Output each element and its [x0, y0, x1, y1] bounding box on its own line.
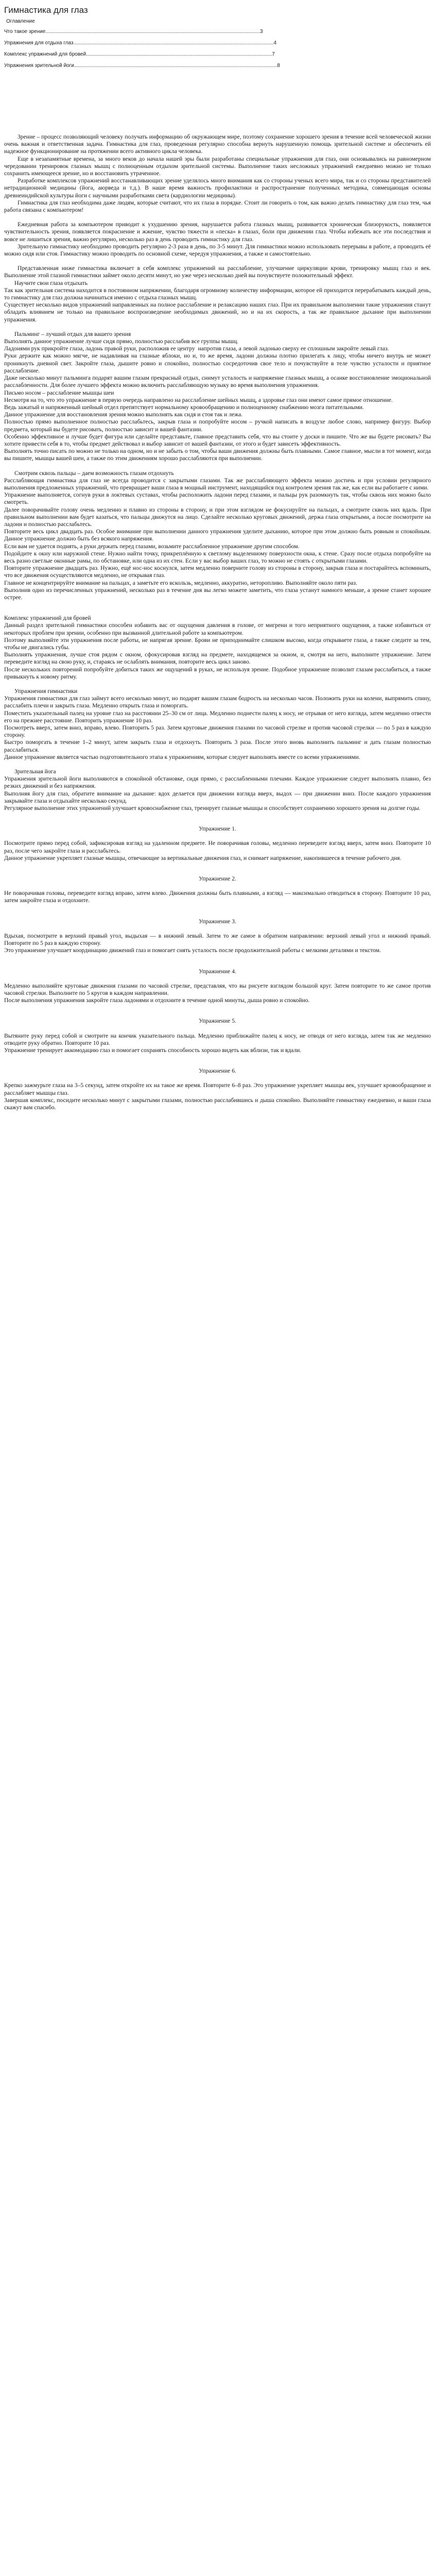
toc-dot-leader: .................................................................................................................................. [86, 52, 272, 57]
paragraph: Выполнять данное упражнение лучше сидя прямо, полностью расслабив все группы мышц. [4, 338, 239, 345]
paragraph: Даже несколько минут пальминга подарят вашим глазам прекрасный отдых, снимут усталость и напряжение глазных мышц, а осанке восстановление эмоциональной расслабленности. Для более лучшего эффекта можно включить расслабляющую музыку во время выполнения упражнения. [4, 375, 432, 389]
paragraph: Несмотря на то, что это упражнение в первую очередь направлено на расслабление шейных мышц, а здоровье глаз они имеют самое прямое отношение. [4, 396, 393, 403]
toc-heading: Оглавление [6, 19, 35, 24]
paragraph: Не поворачивая головы, переведите взгляд вправо, затем влево. Движения должны быть плавными, а взгляд — максимально отводиться в сторону. Повторите 10 раз, затем закройте глаза и отдохните. [4, 890, 432, 904]
toc-dot-leader: ............................................................................................................................................ [73, 40, 274, 46]
paragraph: Выполнять точно писать по можно не только на одном, но и не забыть о том, чтобы ваши движения должны быть плавными. Самое главное, мысли в тот момент, когда вы пишите, мышцы вашей шеи, а также по этим движениям хорошо расслабляются при выполнении. [4, 448, 432, 462]
paragraph: Данное упражнение является частью подготовительного этапа к упражнениям, которые следует выполнять вместе со всеми упражнениями. [4, 753, 360, 760]
paragraph: Выполнив одно из перечисленных упражнений, несколько раз в течение дня вы легко можете заметить, что глаза устанут намного меньше, а зрение станет хорошее острее. [4, 586, 432, 601]
document-body [4, 133, 431, 1111]
paragraph: Выполнять упражнения, лучше стоя рядом с окном, сфокусировав взгляд на предмете, находящемся за окном, и, смотря на него, выполните упражнение. Затем переведите взгляд на свою руку, и, стараясь не ослаблять внимания, повторите весь цикл заново. [4, 651, 432, 666]
paragraph: Данное упражнение укрепляет глазные мышцы, отвечающие за вертикальные движения глаз, и снимает напряжение, накопившееся в течение рабочего дня. [4, 854, 402, 861]
paragraph: Особенно эффективное и лучше будет фигура или сделайте представьте, главное представить себя, что вы стоите у доски и пишите. Что же вы будете рисовать? Вы хотите привести себя в то, чтобы предмет действовал и выбор зависит от вашей фантазии, от этого и будет зависеть эффективность. [4, 433, 432, 447]
paragraph: Существует несколько видов упражнений направленных на полное расслабление и релаксацию наших глаз. При их правильном выполнении такие упражнения станут обладать влиянием не только на правильное воспроизведение необходимых движений, но и на их скорость, а так же правильное дыхание при выполнении упражнения. [4, 301, 432, 323]
paragraph: Данный раздел зрительной гимнастики способен избавить вас от ощущения давления в голове, от мигрени и того неприятного ощущения, а также избавиться от некоторых проблем при зрении, особенно при вызванной длительной работе за компьютером. [4, 622, 432, 636]
paragraph: Зрение – процесс позволяющий человеку получать информацию об окружающем мире, поэтому сохранение хорошего зрения в течение всей человеческой жизни очень важная и ответственная задача. Гимнастика для глаз, проведенная регулярно способна вернуть нарушенную помощь зрительной системе и обеспечить ей надежное функционирование на протяжении всего активного цикла человека. [4, 133, 432, 155]
toc-item-page: 7 [272, 52, 275, 57]
paragraph: Повторите упражнение двадцать раз. Нужно, ещё нос-нос коснулся, затем медленно поверните голову из стороны в сторону, закрыв глаза и постарайтесь вспоминать, что все движения осуществляются медленно, не открывая глаз. [4, 565, 432, 579]
paragraph: Упражнение 1. [199, 825, 236, 833]
paragraph: Руки держите как можно мягче, не надавливая на глазные яблоки, но и, то же время, ладони должны плотно прилегать к лицу, чтобы ничего внутрь не может проникнуть дневной свет. Закройте глаза, дышите ровно и спокойно, полностью сосредоточив свое тело и почувствуйте в теле чувство усталости и приятное расслабление. [4, 352, 432, 374]
paragraph: Гимнастика для глаз необходима даже людям, которые считают, что их глаза в порядке. Стоит ли говорить о том, как важно делать гимнастику для глаз тем, чья работа связана с компьютером! [4, 199, 432, 214]
document-page [0, 0, 436, 1111]
paragraph: Далее поворачивайте голову очень медленно и плавно из стороны в сторону, и при этом взглядом не фокусируйте на пальцах, а смотрите сквозь них вдаль. При правильном выполнении вам будет казаться, что пальцы движутся на лицо. Сделайте несколько круговых движений, держа глаза открытыми, а после посмотрите на ладони и полностью расслабьтесь. [4, 506, 432, 528]
toc-item-label: Комплекс упражнений для бровей [4, 52, 86, 57]
paragraph: Упражнения зрительной йоги выполняются в спокойной обстановке, сидя прямо, с расслабленными плечами. Каждое упражнение следует выполнять плавно, без резких движений и без напряжения. [4, 775, 432, 790]
paragraph: Выполняя йогу для глаз, обратите внимание на дыхание: вдох делается при движении взгляда вверх, выдох — при движении вниз. После каждого упражнения закрывайте глаза и отдыхайте несколько секунд. [4, 790, 432, 804]
paragraph: Расслабляющая гимнастика для глаз не всегда проводится с закрытыми глазами. Так же расслабляющего эффекта можно достичь и при условии регулярного выполнения предложенных упражнений, что превращает ваши глаза в мощный инструмент, находящийся под контролем зрения так же, как если вы работаете с ними. [4, 477, 432, 491]
paragraph: Упражнение 5. [199, 1018, 236, 1025]
paragraph: Упражнение тренирует аккомодацию глаз и помогает сохранять способность хорошо видеть как вблизи, так и вдали. [4, 1046, 302, 1054]
toc-item-label: Упражнения для отдыха глаз [4, 40, 74, 46]
paragraph: Упражнение 3. [199, 918, 236, 925]
paragraph: Комплекс упражнений для бровей [4, 615, 91, 622]
paragraph: Смотрим сквозь пальцы – даем возможность глазам отдохнуть [14, 469, 174, 477]
toc-item[interactable] [4, 49, 431, 60]
paragraph: Крепко зажмурьте глаза на 3–5 секунд, затем откройте их на такое же время. Повторите 6–8 раз. Это упражнение укрепляет мышцы век, улучшает кровообращение и расслабляет мышцы глаз. [4, 1082, 432, 1096]
paragraph: После нескольких повторений попробуйте добиться таких же ощущений в руках, не используя зрение. Подобное упражнение позволит глазам расслабиться, а также привыкнуть к новому ритму. [4, 666, 432, 680]
paragraph: Научите свои глаза отдыхать [14, 279, 88, 286]
paragraph: Посмотрите прямо перед собой, зафиксировав взгляд на удаленном предмете. Не поворачивая головы, медленно переведите взгляд вверх, затем вниз. Повторите 10 раз, после чего закройте глаза и расслабьтесь. [4, 840, 432, 854]
paragraph: Главное не концентрируйте внимание на пальцах, а заметьте его вскользь, медленно, аккуратно, неторопливо. Выполняйте около пяти раз. [4, 579, 357, 586]
toc-item-page: 4 [273, 40, 277, 46]
paragraph: Ежедневная работа за компьютером приводит к ухудшению зрения, нарушается работа глазных мышц, развивается хроническая близорукость, появляется чувствительность зрения, появляется покраснение и жжение, чувство тяжести и «песка» в глазах, боли при движении глаз. Чтобы избежать все эти последствия и вовсе не лишиться зрения, важно регулярно, несколько раз в день проводить гимнастику для глаз. [4, 221, 432, 243]
toc-item-page: 8 [277, 63, 280, 69]
paragraph: Зрительная йога [14, 768, 56, 775]
toc-dot-leader: ...................................................................................................................................................... [45, 29, 260, 35]
toc-item[interactable] [4, 38, 431, 49]
paragraph: Вытяните руку перед собой и смотрите на кончик указательного пальца. Медленно приближайте палец к носу, не отводя от него взгляда, затем так же медленно отводите руку обратно. Повторите 10 раз. [4, 1032, 432, 1046]
paragraph: Ведь зажатый и напряженный шейный отдел препятствует нормальному кровообращению и полноценному снабжению мозга питательными. [4, 403, 364, 411]
paragraph: Ладонями рук прикройте глаза, ладонь правой руки, расположив ее центру напротив глаза, а левой ладонью сверху ее сплошным закройте левый глаз. [4, 345, 389, 352]
paragraph: Поместить указательный палец на уровне глаз на расстоянии 25–30 см от лица. Медленно поднести палец к носу, не отрывая от него взгляда, затем медленно отвести его на прежнее расстояние. Повторить упражнение 10 раз. [4, 709, 432, 724]
paragraph: Упражнения гимнастики для глаз займут всего несколько минут, но подарят вашим глазам бодрость на несколько часов. Положить руки на колени, выпрямить спину, расслабить плечи и закрыть глаза. Медленно открыть глаза и поморгать. [4, 695, 432, 709]
paragraph: Упражнение 4. [199, 968, 236, 975]
toc-item[interactable] [4, 26, 431, 38]
paragraph: Полностью прямо выполненное полностью расслабьтесь, закрыв глаза и попробуйте носом – ручкой написать в воздухе любое слово, например фигуру. Выбор предмета, который вы будете рисовать, полностью зависит и вашей фантазии. [4, 418, 432, 433]
paragraph: Еще в незапамятные времена, за много веков до начала нашей эры были разработаны специальные упражнения для глаз, они основывались на равномерном чередовании тренировок глазных мышц с полноценным отдыхом зрительной системы. Выполнение таких несложных упражнений ежедневно можно не только сохранить имеющееся зрение, но и восстановить утраченное. [4, 155, 432, 177]
paragraph: Завершая комплекс, посидите несколько минут с закрытыми глазами, полностью расслабившись и дыша спокойно. Выполняйте гимнастику ежедневно, и ваши глаза скажут вам спасибо. [4, 1096, 432, 1111]
paragraph: Вдыхая, посмотрите в верхний правый угол, выдыхая — в нижний левый. Затем то же самое в обратном направлении: верхний левый угол и нижний правый. Повторите по 5 раз в каждую сторону. [4, 932, 432, 947]
document-title: Гимнастика для глаз [4, 5, 88, 15]
paragraph: Письмо носом – расслабление мышцы шеи [4, 389, 114, 396]
table-of-contents [4, 26, 431, 72]
toc-item-label: Что такое зрение [4, 29, 46, 35]
paragraph: Так как зрительная система находится в постоянном напряжении, благодаря огромному количеству информации, которое ей приходится перерабатывать каждый день, то гимнастику для глаз должна начинаться именно с отдыха глазных мышц. [4, 286, 432, 301]
paragraph: Разработке комплексов упражнений восстанавливающих зрение уделялось много внимания как со стороны ученых всего мира, так и со стороны представителей нетрадиционной медицины (йога, аюрведа и т.д.). В наше время важность профилактики и распространение полученных методика, совмещающая основы древнеиндийской культуры йоги с научными разработками света (кардиологии медицины). [4, 177, 432, 199]
paragraph: Подойдите к окну или наружной стене. Нужно найти точку, прикреплённую к светлому выделенному поверхности окна, к стене. Сразу после отдыха попробуйте на весь разно светлые оконные рамы, по обстановке, или одна из их стен. Если у вас выбор ваших глаз, то можно не стоять с открытыми глазами. [4, 550, 432, 564]
paragraph: Если вам не удается поднять, а руки держать перед глазами, возьмите расслабленное упражнение другим способом. [4, 543, 300, 550]
toc-item[interactable] [4, 60, 431, 72]
paragraph: Упражнения гимнастики [14, 688, 78, 695]
paragraph: Поэтому выполняйте эти упражнения после работы, не напрягая зрение. Брови не приподнимайте слишком высоко, когда открываете глаза, а также следите за тем, чтобы не двигались губы. [4, 636, 432, 651]
paragraph: Посмотреть вверх, затем вниз, вправо, влево. Повторить 5 раз. Затем круговые движения глазами по часовой стрелке и против часовой стрелки — по 5 раз в каждую сторону. [4, 724, 432, 739]
paragraph: Упражнение 2. [199, 875, 236, 883]
paragraph: Зрительную гимнастику необходимо проводить регулярно 2-3 раза в день, по 3-5 минут. Для гимнастики можно использовать перерывы в работе, а проводить её можно сидя или стоя. Гимнастику можно проводить по основной схеме, чередуя упражнения, а также и самостоятельно. [4, 243, 432, 258]
paragraph: Упражнение выполняется, согнув руки в локтевых суставах, чтобы расположить ладони перед глазами, и пальцы рук разомкнуть так, чтобы сквозь них можно было смотреть. [4, 492, 432, 506]
paragraph: Пальминг – лучший отдых для вашего зрения [14, 330, 131, 337]
paragraph: Регулярное выполнение этих упражнений улучшает кровоснабжение глаз, тренирует глазные мышцы и способствует сохранению хорошего зрения на долгие годы. [4, 805, 421, 812]
toc-dot-leader: .............................................................................................................................................. [74, 63, 277, 69]
paragraph: После выполнения упражнения закройте глаза ладонями и отдохните в течение одной минуты, дыша ровно и спокойно. [4, 997, 310, 1004]
paragraph: Быстро поморгать в течение 1–2 минут, затем закрыть глаза и отдохнуть. Повторить 3 раза. После этого вновь выполнить пальминг и дать глазам полностью расслабиться. [4, 739, 432, 753]
paragraph: Данное упражнение для восстановления зрения можно выполнять как сидя и стоя так и лежа. [4, 411, 243, 418]
paragraph: Это упражнение улучшает координацию движений глаз и помогает снять усталость после продолжительной работы с мелкими деталями и текстом. [4, 947, 381, 954]
paragraph: Повторите весь цикл двадцать раз. Особое внимание при выполнении данного упражнения уделите дыханию, которое при этом должно быть ровным и спокойным. Данное упражнение должно быть без всякого напряжения. [4, 528, 432, 543]
paragraph: Представленная ниже гимнастика включает в себя комплекс упражнений на расслабление, улучшение циркуляции крови, тренировку мышц глаз и век. Выполнение этой глазной гимнастики займет около десяти минут, но уже через несколько дней вы почувствуете положительный эффект. [4, 265, 432, 279]
toc-item-label: Упражнения зрительной йоги [4, 63, 74, 69]
toc-item-page: 3 [260, 29, 263, 35]
paragraph: Медленно выполняйте круговые движения глазами по часовой стрелке, представляя, что вы рисуете взглядом большой круг. Затем повторите то же самое против часовой стрелки. Выполните по 5 кругов в каждом направлении. [4, 982, 432, 996]
paragraph: Упражнение 6. [199, 1067, 236, 1075]
